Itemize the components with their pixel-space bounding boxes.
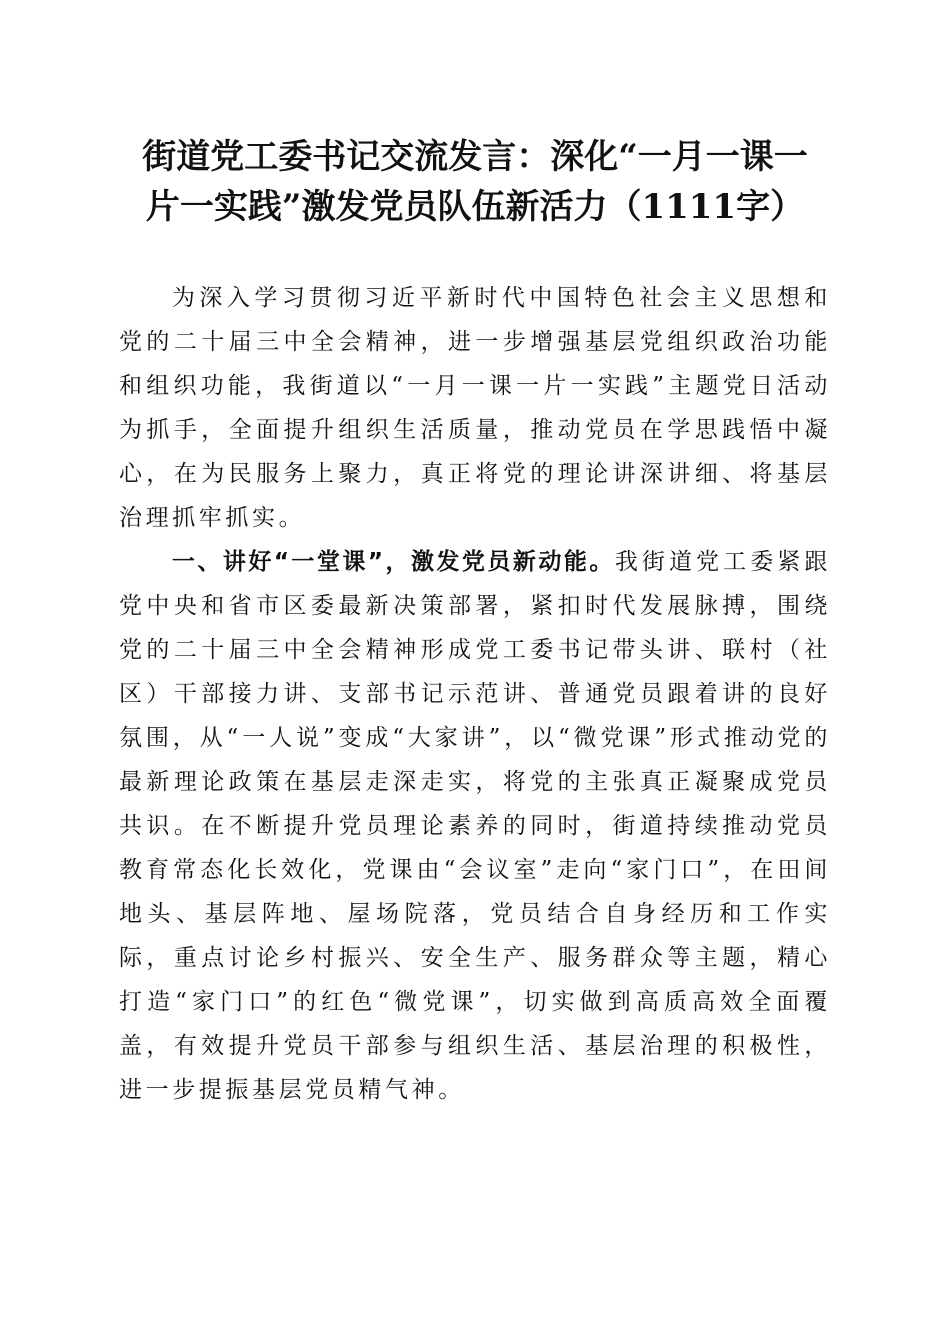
section-one-paragraph <box>119 540 831 1112</box>
document-body <box>119 276 831 1112</box>
document-title <box>100 132 850 232</box>
title-line-2: 片一实践”激发党员队伍新活力（1111字） <box>145 187 805 227</box>
paragraph-text: 为深入学习贯彻习近平新时代中国特色社会主义思想和党的二十届三中全会精神，进一步增强基层党组织政治功能和组织功能，我街道以“一月一课一片一实践”主题党日活动为抓手，全面提升组织生活质量，推动党员在学思践悟中凝心，在为民服务上聚力，真正将党的理论讲深讲细、将基层治理抓牢抓实。 <box>119 285 831 531</box>
intro-paragraph <box>119 276 831 540</box>
title-line-1: 街道党工委书记交流发言：深化“一月一课一 <box>142 137 808 177</box>
section-heading: 一、讲好“一堂课”，激发党员新动能。 <box>171 549 615 575</box>
paragraph-text: 我街道党工委紧跟党中央和省市区委最新决策部署，紧扣时代发展脉搏，围绕党的二十届三中全会精神形成党工委书记带头讲、联村（社区）干部接力讲、支部书记示范讲、普通党员跟着讲的良好氛围，从“一人说”变成“大家讲”，以“微党课”形式推动党的最新理论政策在基层走深走实，将党的主张真正凝聚成党员共识。在不断提升党员理论素养的同时，街道持续推动党员教育常态化长效化，党课由“会议室”走向“家门口”，在田间地头、基层阵地、屋场院落，党员结合自身经历和工作实际，重点讨论乡村振兴、安全生产、服务群众等主题，精心打造“家门口”的红色“微党课”，切实做到高质高效全面覆盖，有效提升党员干部参与组织生活、基层治理的积极性，进一步提振基层党员精气神。 <box>119 549 831 1103</box>
